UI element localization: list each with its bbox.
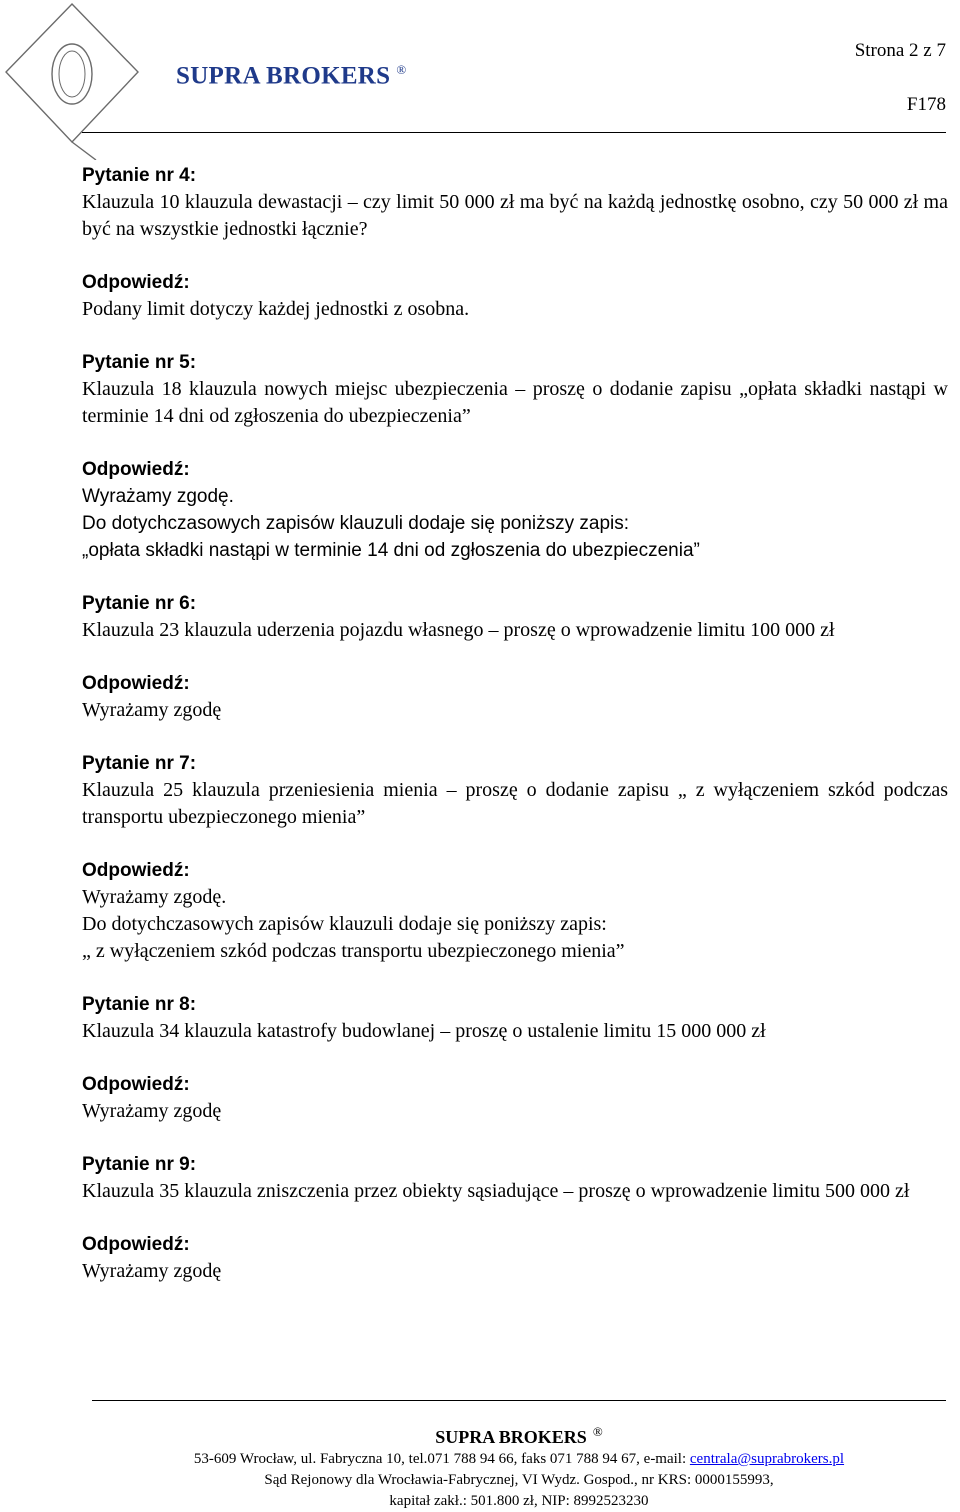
qa-item	[82, 750, 948, 965]
footer-court-registration: Sąd Rejonowy dla Wrocławia-Fabrycznej, VI Wydz. Gospod., nr KRS: 0000155993,	[264, 1472, 774, 1488]
footer-capital: kapitał zakł.: 501.800 zł, NIP: 8992523230	[389, 1493, 649, 1509]
question-text: Klauzula 23 klauzula uderzenia pojazdu własnego – proszę o wprowadzenie limitu 100 000 zł	[82, 619, 835, 641]
footer	[92, 1420, 946, 1512]
question-text: Klauzula 34 klauzula katastrofy budowlanej – proszę o ustalenie limitu 15 000 000 zł	[82, 1020, 766, 1042]
qa-item	[82, 590, 948, 724]
qa-item	[82, 162, 948, 323]
question-label: Pytanie nr 4:	[82, 165, 197, 186]
answer-line: Wyrażamy zgodę	[82, 1100, 222, 1122]
answer-line: Wyrażamy zgodę	[82, 1260, 222, 1282]
header-divider	[82, 132, 946, 133]
supra-brokers-logo-icon	[0, 0, 150, 160]
question-label: Pytanie nr 9:	[82, 1154, 197, 1175]
question-label: Pytanie nr 5:	[82, 352, 197, 373]
answer-line: Wyrażamy zgodę.	[82, 886, 227, 908]
answer-label: Odpowiedź:	[82, 860, 190, 881]
registered-mark: ®	[592, 1424, 603, 1439]
email-link[interactable]: centrala@suprabrokers.pl	[689, 1451, 845, 1467]
answer-line: Do dotychczasowych zapisów klauzuli dodaje się poniższy zapis:	[82, 513, 630, 534]
footer-brand: SUPRA BROKERS ®	[435, 1424, 603, 1447]
answer-line: Wyrażamy zgodę.	[82, 486, 234, 507]
answer-label: Odpowiedź:	[82, 272, 190, 293]
question-label: Pytanie nr 6:	[82, 593, 197, 614]
registered-mark: ®	[396, 62, 407, 77]
header-brand: SUPRA BROKERS ®	[176, 62, 407, 90]
question-text: Klauzula 18 klauzula nowych miejsc ubezpieczenia – proszę o dodanie zapisu „opłata składki nastąpi w terminie 14 dni od zgłoszenia do ubezpieczenia”	[82, 378, 948, 427]
answer-label: Odpowiedź:	[82, 1234, 190, 1255]
answer-line: Podany limit dotyczy każdej jednostki z osobna.	[82, 298, 470, 320]
question-label: Pytanie nr 7:	[82, 753, 197, 774]
answer-line: Wyrażamy zgodę	[82, 699, 222, 721]
qa-item	[82, 991, 948, 1125]
answer-label: Odpowiedź:	[82, 1074, 190, 1095]
qa-list	[82, 162, 948, 1311]
answer-line: „ z wyłączeniem szkód podczas transportu ubezpieczonego mienia”	[82, 940, 625, 962]
footer-address: 53-609 Wrocław, ul. Fabryczna 10, tel.071 788 94 66, faks 071 788 94 67, e-mail: centrala@suprabrokers.pl	[193, 1451, 845, 1467]
page-number: Strona 2 z 7	[854, 40, 946, 61]
question-text: Klauzula 25 klauzula przeniesienia mienia – proszę o dodanie zapisu „ z wyłączeniem szkód podczas transportu ubezpieczonego mienia”	[82, 779, 948, 828]
question-text: Klauzula 10 klauzula dewastacji – czy limit 50 000 zł ma być na każdą jednostkę osobno, czy 50 000 zł ma być na wszystkie jednostki łącznie?	[82, 191, 948, 240]
qa-item	[82, 1151, 948, 1285]
document-code: F178	[906, 94, 946, 115]
answer-label: Odpowiedź:	[82, 673, 190, 694]
question-label: Pytanie nr 8:	[82, 994, 197, 1015]
answer-line: „opłata składki nastąpi w terminie 14 dni od zgłoszenia do ubezpieczenia”	[82, 540, 700, 561]
answer-line: Do dotychczasowych zapisów klauzuli dodaje się poniższy zapis:	[82, 913, 607, 935]
question-text: Klauzula 35 klauzula zniszczenia przez obiekty sąsiadujące – proszę o wprowadzenie limitu 500 000 zł	[82, 1180, 910, 1202]
qa-item	[82, 349, 948, 564]
answer-label: Odpowiedź:	[82, 459, 190, 480]
footer-divider	[92, 1400, 946, 1401]
